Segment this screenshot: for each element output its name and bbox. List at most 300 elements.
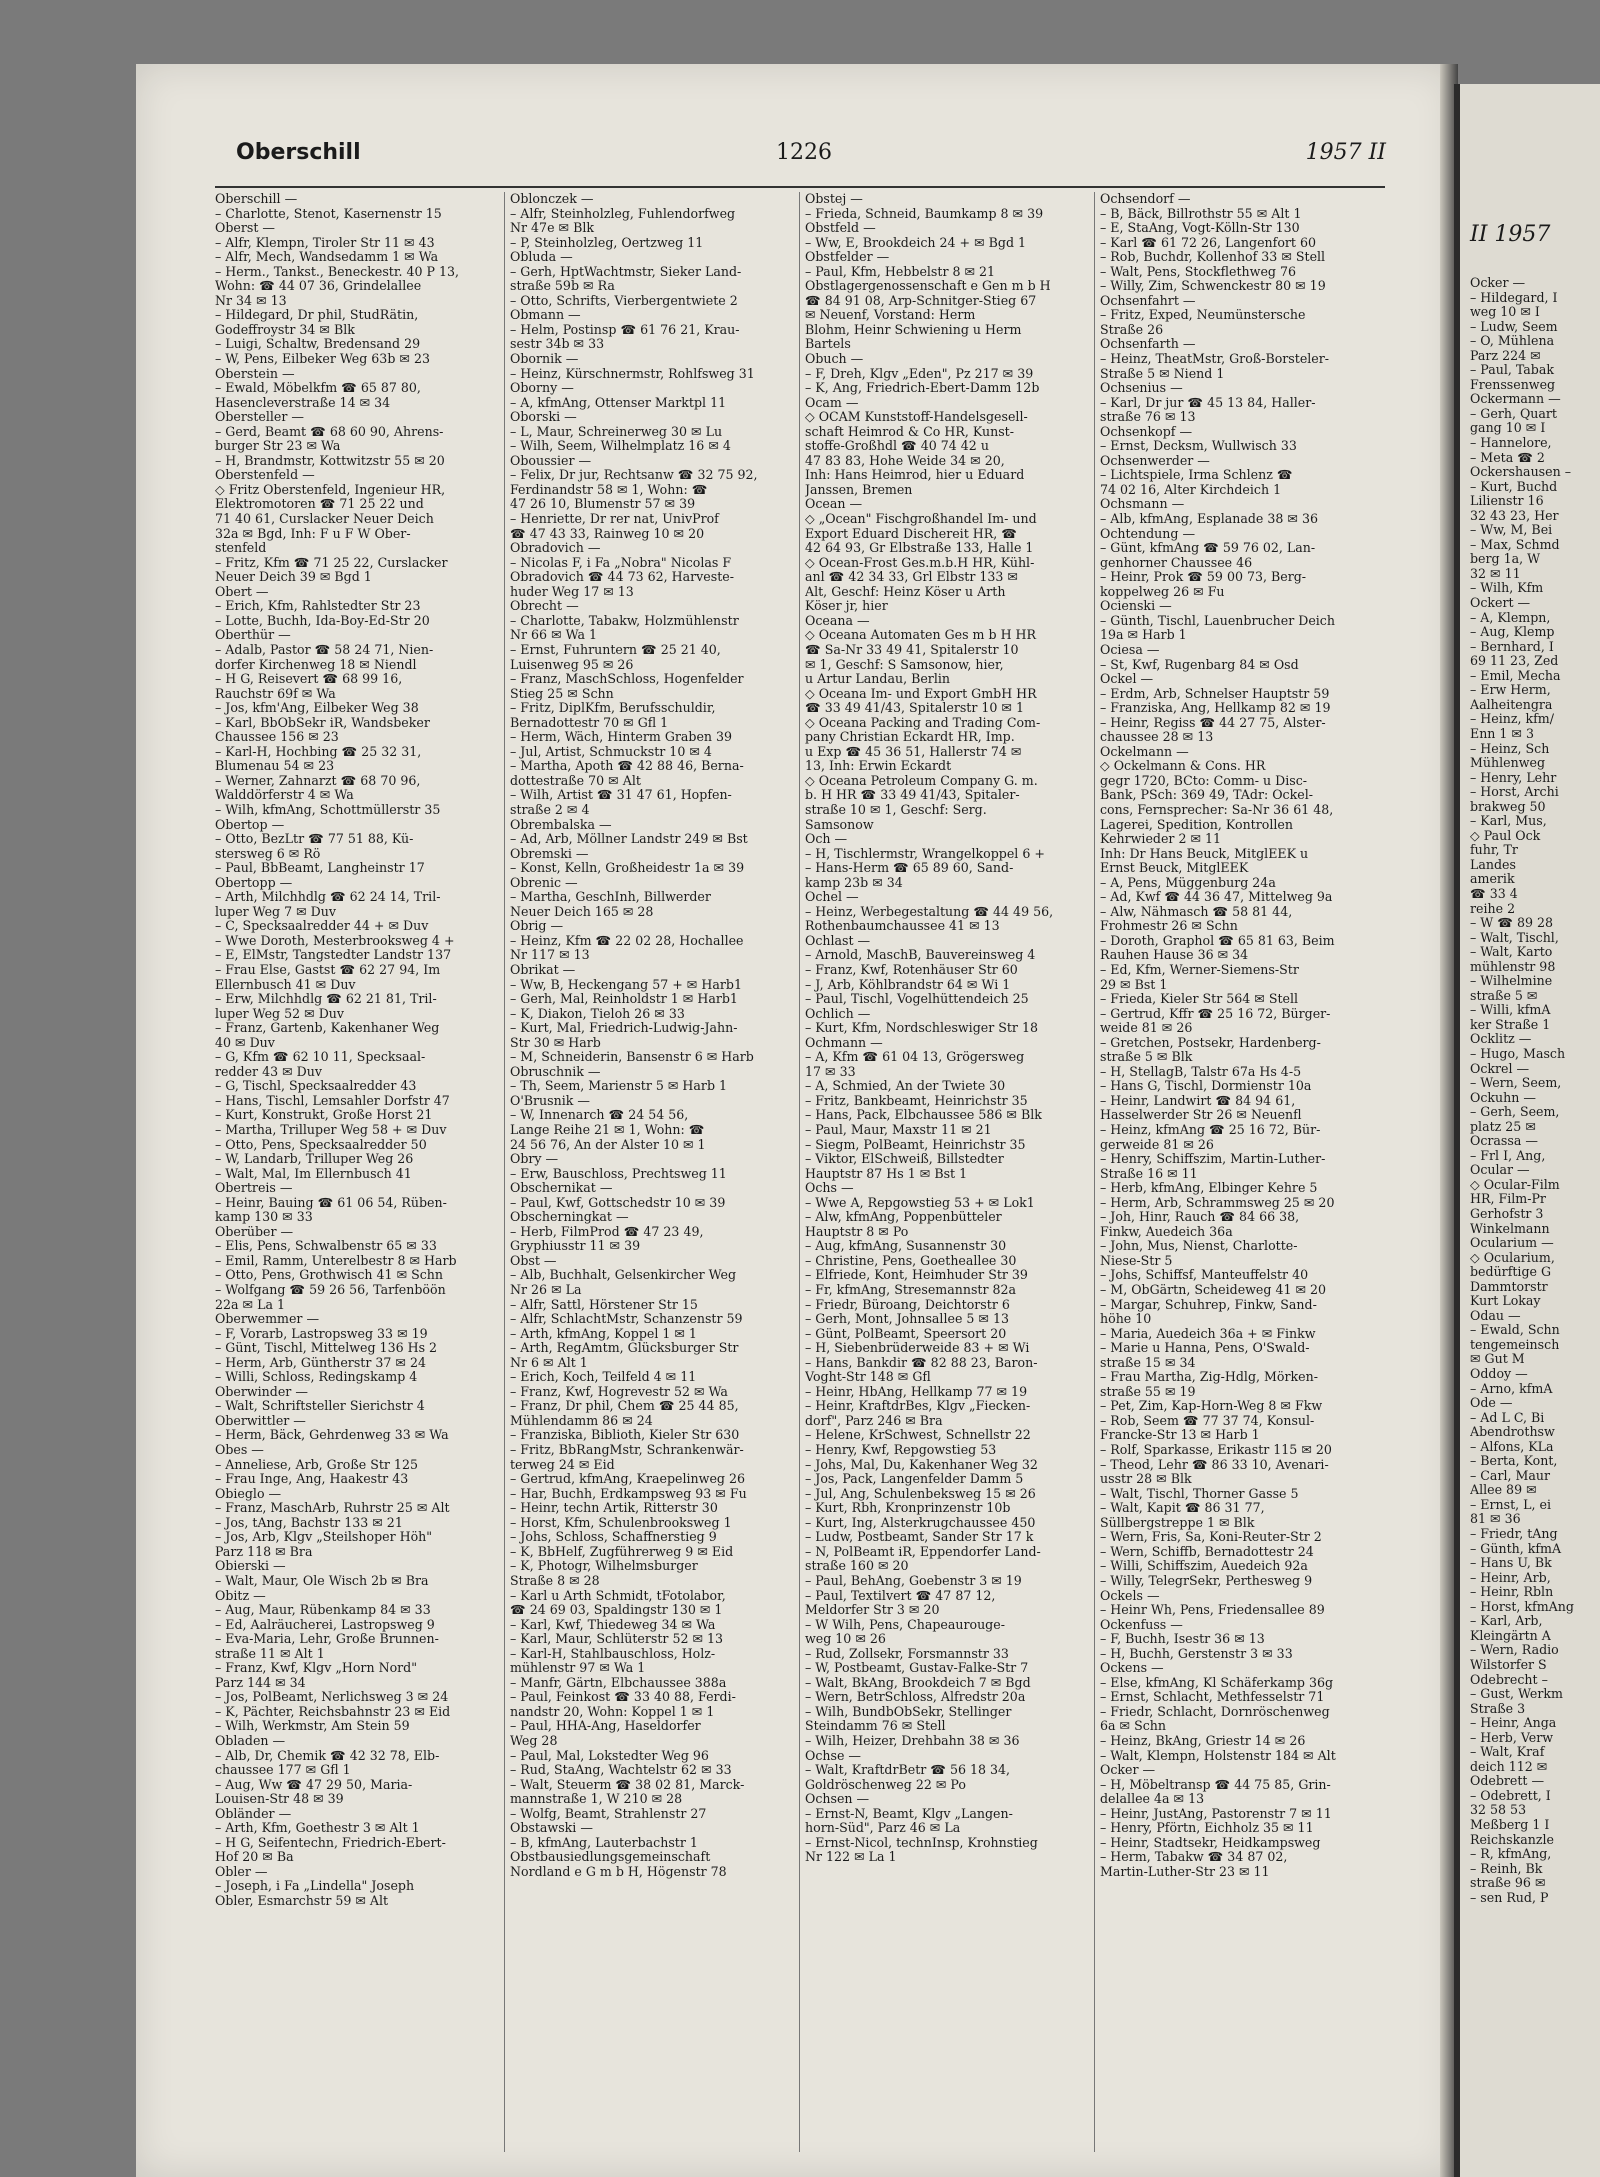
- directory-entry-line: Nordland e G m b H, Högenstr 78: [510, 1864, 727, 1879]
- next-page-line: – Paul, Tabak: [1470, 363, 1554, 378]
- directory-entry-line: 40 ✉ Duv: [215, 1035, 275, 1050]
- directory-entry-line: 13, Inh: Erwin Eckardt: [805, 759, 952, 774]
- directory-entry-line: 47 83 83, Hohe Weide 34 ✉ 20,: [805, 453, 1005, 468]
- directory-entry-line: 24 56 76, An der Alster 10 ✉ 1: [510, 1137, 706, 1152]
- directory-entry-line: – Otto, Pens, Grothwisch 41 ✉ Schn: [215, 1268, 444, 1283]
- next-page-line: – Heinz, Sch: [1470, 741, 1550, 756]
- directory-entry-line: – Heinr, Bauing ☎ 61 06 54, Rüben-: [215, 1195, 447, 1210]
- directory-entry-line: 47 26 10, Blumenstr 57 ✉ 39: [510, 497, 696, 512]
- directory-entry-line: b. H HR ☎ 33 49 41/43, Spitaler-: [805, 788, 1020, 803]
- directory-entry-line: Ocienski —: [1100, 599, 1172, 614]
- directory-entry-line: – Joh, Hinr, Rauch ☎ 84 66 38,: [1100, 1210, 1300, 1225]
- directory-entry-line: – Karl, Maur, Schlüterstr 52 ✉ 13: [510, 1632, 724, 1647]
- directory-entry-line: straße 59b ✉ Ra: [510, 279, 615, 294]
- directory-entry-line: Oboussier —: [510, 453, 592, 468]
- directory-entry-line: 71 40 61, Curslacker Neuer Deich: [215, 512, 434, 527]
- directory-entry-line: – Otto, Schrifts, Vierbergentwiete 2: [510, 293, 738, 308]
- directory-entry-line: Samsonow: [805, 817, 874, 832]
- directory-entry-line: – Frau Inge, Ang, Haakestr 43: [215, 1472, 409, 1487]
- next-page-line: – R, kfmAng,: [1470, 1847, 1552, 1862]
- directory-entry-line: – Jos, tAng, Bachstr 133 ✉ 21: [215, 1515, 403, 1530]
- directory-entry-line: Oberwittler —: [215, 1413, 306, 1428]
- directory-entry-line: Wohn: ☎ 44 07 36, Grindelallee: [215, 279, 422, 294]
- directory-entry-line: Obladen —: [215, 1733, 286, 1748]
- directory-entry-line: – St, Kwf, Rugenbarg 84 ✉ Osd: [1100, 657, 1299, 672]
- directory-entry-line: 29 ✉ Bst 1: [1100, 977, 1168, 992]
- next-page-line: – Gerh, Quart: [1470, 406, 1557, 421]
- directory-entry-line: – Aug, Ww ☎ 47 29 50, Maria-: [215, 1777, 413, 1792]
- column-divider: [799, 192, 800, 2152]
- directory-entry-line: – Franziska, Ang, Hellkamp 82 ✉ 19: [1100, 701, 1331, 716]
- directory-entry-line: – Friedr, Schlacht, Dornröschenweg: [1100, 1704, 1330, 1719]
- directory-entry-line: – Jos, kfm'Ang, Eilbeker Weg 38: [215, 701, 419, 716]
- directory-entry-line: – Alfr, Mech, Wandsedamm 1 ✉ Wa: [215, 250, 439, 265]
- next-page-line: Wilstorfer S: [1470, 1657, 1547, 1672]
- directory-entry-line: delallee 4a ✉ 13: [1100, 1792, 1205, 1807]
- directory-entry-line: – Fritz, BbRangMstr, Schrankenwär-: [510, 1443, 744, 1458]
- directory-entry-line: dorfer Kirchenweg 18 ✉ Niendl: [215, 657, 417, 672]
- directory-entry-line: – Ernst-N, Beamt, Klgv „Langen-: [805, 1806, 1013, 1821]
- directory-entry-line: Inh: Dr Hans Beuck, MitglEEK u: [1100, 846, 1309, 861]
- directory-entry-line: Lange Reihe 21 ✉ 1, Wohn: ☎: [510, 1123, 705, 1137]
- directory-entry-line: – Walt, Pens, Stockflethweg 76: [1100, 264, 1296, 279]
- directory-column-3: [805, 192, 1087, 2172]
- directory-entry-line: Och —: [805, 832, 848, 847]
- directory-entry-line: – Werner, Zahnarzt ☎ 68 70 96,: [215, 773, 421, 788]
- directory-entry-line: – Martha, Apoth ☎ 42 88 46, Berna-: [510, 759, 744, 774]
- directory-entry-line: – Hans, Pack, Elbchaussee 586 ✉ Blk: [805, 1108, 1042, 1123]
- directory-entry-line: – H G, Reisevert ☎ 68 99 16,: [215, 672, 403, 687]
- directory-entry-line: – Alb, kfmAng, Esplanade 38 ✉ 36: [1100, 512, 1318, 527]
- directory-entry-line: – Karl, Dr jur ☎ 45 13 84, Haller-: [1100, 395, 1316, 410]
- directory-entry-line: Obruschnik —: [510, 1064, 601, 1079]
- directory-entry-line: – Herm, Arb, Güntherstr 37 ✉ 24: [215, 1355, 426, 1370]
- directory-entry-line: Hasselwerder Str 26 ✉ Neuenfl: [1100, 1108, 1302, 1123]
- directory-entry-line: – Franz, Kwf, Rotenhäuser Str 60: [805, 962, 1018, 977]
- directory-entry-line: – Gerd, Beamt ☎ 68 60 90, Ahrens-: [215, 424, 444, 439]
- next-page-line: Odebrecht –: [1470, 1672, 1548, 1687]
- next-page-line: amerik: [1470, 872, 1515, 887]
- directory-entry-line: – Paul, HHA-Ang, Haseldorfer: [510, 1719, 701, 1734]
- directory-entry-line: – Erich, Koch, Teilfeld 4 ✉ 11: [510, 1370, 697, 1385]
- next-page-line: – Karl, Arb,: [1470, 1614, 1543, 1629]
- directory-entry-line: chaussee 28 ✉ 13: [1100, 730, 1214, 745]
- directory-entry-line: Obrikat —: [510, 962, 576, 977]
- directory-entry-line: Ochsenfahrt —: [1100, 293, 1196, 308]
- directory-entry-line: – Doroth, Graphol ☎ 65 81 63, Beim: [1100, 933, 1335, 948]
- directory-entry-line: – N, PolBeamt iR, Eppendorfer Land-: [805, 1544, 1041, 1559]
- directory-entry-line: – Arth, kfmAng, Koppel 1 ✉ 1: [510, 1326, 697, 1341]
- directory-entry-line: – Walt, Steuerm ☎ 38 02 81, Marck-: [510, 1777, 745, 1792]
- directory-entry-line: – Else, kfmAng, Kl Schäferkamp 36g: [1100, 1675, 1334, 1690]
- next-page-line: – Horst, Archi: [1470, 785, 1559, 800]
- directory-entry-line: mannstraße 1, W 210 ✉ 28: [510, 1792, 683, 1807]
- directory-entry-line: Oberst —: [215, 221, 275, 236]
- directory-entry-line: Ockel —: [1100, 672, 1154, 687]
- next-page-line: – Kurt, Buchd: [1470, 479, 1558, 494]
- directory-entry-line: ☎ 47 43 33, Rainweg 10 ✉ 20: [510, 526, 705, 541]
- directory-entry-line: – A, Pens, Müggenburg 24a: [1100, 875, 1276, 890]
- next-page-line: – Odebrett, I: [1470, 1788, 1551, 1803]
- next-page-line: – Ww, M, Bei: [1470, 523, 1553, 538]
- directory-entry-line: – Heinr, Regiss ☎ 44 27 75, Alster-: [1100, 715, 1326, 730]
- directory-entry-line: – Heinr, techn Artik, Ritterstr 30: [510, 1501, 718, 1516]
- next-page-line: ☎ 33 4: [1470, 886, 1518, 901]
- directory-entry-line: – Alfr, Sattl, Hörstener Str 15: [510, 1297, 698, 1312]
- next-page-line: Odau —: [1470, 1308, 1521, 1323]
- directory-entry-line: – E, StaAng, Vogt-Kölln-Str 130: [1100, 221, 1300, 236]
- header-left-title: Oberschill: [236, 140, 361, 165]
- directory-entry-line: – Jos, Arb, Klgv „Steilshoper Höh": [215, 1530, 433, 1545]
- directory-entry-line: gegr 1720, BCto: Comm- u Disc-: [1100, 773, 1308, 788]
- next-page-line: – Emil, Mecha: [1470, 668, 1561, 683]
- directory-entry-line: – Gerh, Mal, Reinholdstr 1 ✉ Harb1: [510, 992, 738, 1007]
- directory-entry-line: Nr 6 ✉ Alt 1: [510, 1355, 588, 1370]
- directory-entry-line: Walddörferstr 4 ✉ Wa: [215, 788, 354, 803]
- directory-entry-line: – Marie u Hanna, Pens, O'Swald-: [1100, 1341, 1310, 1356]
- directory-entry-line: – H, Siebenbrüderweide 83 + ✉ Wi: [805, 1341, 1030, 1356]
- directory-entry-line: – Kurt, Ing, Alsterkrugchaussee 450: [805, 1515, 1036, 1530]
- next-page-line: – Ewald, Schn: [1470, 1323, 1560, 1338]
- directory-entry-line: – Ernst, Decksm, Wullwisch 33: [1100, 439, 1297, 454]
- next-page-line: – Wern, Seem,: [1470, 1076, 1562, 1091]
- directory-entry-line: – Heinr, Prok ☎ 59 00 73, Berg-: [1100, 570, 1307, 585]
- directory-entry-line: – Kurt, Mal, Friedrich-Ludwig-Jahn-: [510, 1021, 738, 1036]
- next-page-line: – Heinr, Rbln: [1470, 1585, 1554, 1600]
- directory-entry-line: Ocam —: [805, 395, 859, 410]
- directory-entry-line: – John, Mus, Nienst, Charlotte-: [1100, 1239, 1298, 1254]
- directory-entry-line: straße 55 ✉ 19: [1100, 1384, 1196, 1399]
- directory-entry-line: Bartels: [805, 337, 851, 352]
- directory-entry-line: Ellernbusch 41 ✉ Duv: [215, 977, 356, 992]
- next-page-line: – Ad L C, Bi: [1470, 1410, 1545, 1425]
- directory-entry-line: – Johs, Schiffsf, Manteuffelstr 40: [1100, 1268, 1309, 1283]
- directory-entry-line: – Fr, kfmAng, Stresemannstr 82a: [805, 1283, 1017, 1298]
- directory-entry-line: – Erich, Kfm, Rahlstedter Str 23: [215, 599, 421, 614]
- directory-entry-line: Obradovich —: [510, 541, 601, 556]
- directory-entry-line: ◇ Oceana Petroleum Company G. m.: [805, 773, 1038, 788]
- directory-entry-line: Bernadottestr 70 ✉ Gfl 1: [510, 715, 669, 730]
- directory-entry-line: – Wolfg, Beamt, Strahlenstr 27: [510, 1806, 707, 1821]
- directory-entry-line: – Kurt, Rbh, Kronprinzenstr 10b: [805, 1501, 1011, 1516]
- next-page-edge: [1454, 84, 1600, 2177]
- directory-entry-line: Ferdinandstr 58 ✉ 1, Wohn: ☎: [510, 482, 708, 497]
- directory-entry-line: Nr 26 ✉ La: [510, 1283, 582, 1298]
- directory-entry-line: – Ed, Aalräucherei, Lastropsweg 9: [215, 1617, 435, 1632]
- directory-entry-line: – Karl u Arth Schmidt, tFotolabor,: [510, 1588, 726, 1603]
- directory-entry-line: – Karl, BbObSekr iR, Wandsbeker: [215, 715, 430, 730]
- directory-entry-line: – Lichtspiele, Irma Schlenz ☎: [1100, 468, 1293, 483]
- directory-entry-line: straße 160 ✉ 20: [805, 1559, 909, 1574]
- directory-entry-line: – W, Pens, Eilbeker Weg 63b ✉ 23: [215, 352, 430, 367]
- directory-entry-line: – Johs, Mal, Du, Kakenhaner Weg 32: [805, 1457, 1038, 1472]
- directory-entry-line: Obländer —: [215, 1806, 292, 1821]
- directory-entry-line: – A, Schmied, An der Twiete 30: [805, 1079, 1006, 1094]
- directory-entry-line: Nr 47e ✉ Blk: [510, 221, 594, 236]
- next-page-line: tengemeinsch: [1470, 1337, 1560, 1352]
- directory-entry-line: – Rud, Zollsekr, Forsmannstr 33: [805, 1646, 1009, 1661]
- directory-entry-line: – Rob, Seem ☎ 77 37 74, Konsul-: [1100, 1413, 1315, 1428]
- directory-entry-line: – Ad, Kwf ☎ 44 36 47, Mittelweg 9a: [1100, 890, 1333, 905]
- directory-entry-line: – Alw, kfmAng, Poppenbütteler: [805, 1210, 1002, 1225]
- next-page-line: – Willi, kfmA: [1470, 1003, 1551, 1018]
- directory-entry-line: – W, Landarb, Trilluper Weg 26: [215, 1152, 414, 1167]
- next-page-line: – Berta, Kont,: [1470, 1454, 1558, 1469]
- next-page-line: gang 10 ✉ I: [1470, 421, 1546, 436]
- directory-entry-line: Weg 28: [510, 1733, 558, 1748]
- directory-entry-line: – Erw, Milchhdlg ☎ 62 21 81, Tril-: [215, 992, 437, 1007]
- directory-entry-line: ☎ 33 49 41/43, Spitalerstr 10 ✉ 1: [805, 701, 1024, 716]
- directory-entry-line: – Wilh, Heizer, Drehbahn 38 ✉ 36: [805, 1733, 1020, 1748]
- directory-entry-line: – Günt, Tischl, Mittelweg 136 Hs 2: [215, 1341, 438, 1356]
- directory-entry-line: usstr 28 ✉ Blk: [1100, 1472, 1192, 1487]
- directory-entry-line: – Otto, Pens, Specksaalredder 50: [215, 1137, 427, 1152]
- directory-entry-line: – Ewald, Möbelkfm ☎ 65 87 80,: [215, 381, 421, 396]
- directory-entry-line: – Johs, Schloss, Schaffnerstieg 9: [510, 1530, 717, 1545]
- directory-entry-line: Oberschill —: [215, 192, 298, 206]
- directory-entry-line: – Friedr, Büroang, Deichtorstr 6: [805, 1297, 1010, 1312]
- directory-entry-line: Obierski —: [215, 1559, 286, 1574]
- directory-entry-line: Ochsenius —: [1100, 381, 1183, 396]
- directory-entry-line: Ochsmann —: [1100, 497, 1185, 512]
- next-page-line: – Erw Herm,: [1470, 683, 1551, 698]
- directory-entry-line: Obstawski —: [510, 1821, 593, 1836]
- directory-entry-line: Obrembalska —: [510, 817, 612, 832]
- directory-entry-line: – Frieda, Kieler Str 564 ✉ Stell: [1100, 992, 1299, 1007]
- next-page-line: – Heinz, kfm/: [1470, 712, 1554, 727]
- directory-entry-line: straße 76 ✉ 13: [1100, 410, 1196, 425]
- next-page-line: – Hildegard, I: [1470, 290, 1558, 305]
- directory-entry-line: – Erw, Bauschloss, Prechtsweg 11: [510, 1166, 727, 1181]
- directory-entry-line: – Arth, Milchhdlg ☎ 62 24 14, Tril-: [215, 890, 441, 905]
- directory-entry-line: ✉ 1, Geschf: S Samsonow, hier,: [805, 657, 1004, 672]
- next-page-line: – Meta ☎ 2: [1470, 450, 1545, 465]
- directory-entry-line: – Heinr, Stadtsekr, Heidkampsweg: [1100, 1835, 1321, 1850]
- directory-entry-line: sestr 34b ✉ 33: [510, 337, 605, 352]
- directory-entry-line: Meldorfer Str 3 ✉ 20: [805, 1603, 940, 1618]
- directory-entry-line: – Wern, Fris, Sa, Koni-Reuter-Str 2: [1100, 1530, 1322, 1545]
- directory-entry-line: – Heinz, TheatMstr, Groß-Borsteler-: [1100, 352, 1330, 367]
- directory-entry-line: ◇ Ocean-Frost Ges.m.b.H HR, Kühl-: [805, 555, 1035, 570]
- next-page-line: – Gust, Werkm: [1470, 1687, 1563, 1702]
- directory-entry-line: – H G, Seifentechn, Friedrich-Ebert-: [215, 1835, 446, 1850]
- next-page-line: – Bernhard, I: [1470, 639, 1554, 654]
- directory-entry-line: – Har, Buchh, Erdkampsweg 93 ✉ Fu: [510, 1486, 747, 1501]
- directory-entry-line: Ochmann —: [805, 1035, 883, 1050]
- directory-entry-line: – Herb, kfmAng, Elbinger Kehre 5: [1100, 1181, 1318, 1196]
- page-number: 1226: [776, 140, 832, 165]
- directory-entry-line: Obstlagergenossenschaft e Gen m b H: [805, 279, 1051, 294]
- directory-entry-line: Mühlendamm 86 ✉ 24: [510, 1413, 653, 1428]
- directory-entry-line: – Walt, Kapit ☎ 86 31 77,: [1100, 1501, 1265, 1516]
- directory-entry-line: Ocean —: [805, 497, 863, 512]
- directory-entry-line: 17 ✉ 33: [805, 1064, 856, 1079]
- directory-entry-line: – Heinz, Kürschnermstr, Rohlfsweg 31: [510, 366, 755, 381]
- directory-entry-line: Louisen-Str 48 ✉ 39: [215, 1792, 344, 1807]
- directory-entry-line: – Herm, Tabakw ☎ 34 87 02,: [1100, 1850, 1288, 1865]
- next-page-line: – Gerh, Seem,: [1470, 1105, 1560, 1120]
- next-page-line: mühlenstr 98: [1470, 959, 1556, 974]
- header-rule: [215, 186, 1385, 188]
- directory-entry-line: Hof 20 ✉ Ba: [215, 1850, 294, 1865]
- directory-entry-line: – Wilh, Seem, Wilhelmplatz 16 ✉ 4: [510, 439, 731, 454]
- directory-entry-line: höhe 10: [1100, 1312, 1152, 1327]
- next-page-line: ◇ Ocular-Film: [1470, 1177, 1560, 1192]
- directory-entry-line: – Gertrud, kfmAng, Kraepelinweg 26: [510, 1472, 745, 1487]
- column-divider: [1094, 192, 1095, 2152]
- next-page-line: – Hugo, Masch: [1470, 1046, 1566, 1061]
- directory-entry-line: ◇ Oceana Automaten Ges m b H HR: [805, 628, 1037, 643]
- directory-entry-line: u Artur Landau, Berlin: [805, 672, 950, 687]
- directory-entry-line: – Walt, Klempn, Holstenstr 184 ✉ Alt: [1100, 1748, 1336, 1763]
- directory-entry-line: – Günt, PolBeamt, Speersort 20: [805, 1326, 1007, 1341]
- next-page-line: Enn 1 ✉ 3: [1470, 726, 1535, 741]
- next-page-line: brakweg 50: [1470, 799, 1546, 814]
- next-page-line: platz 25 ✉: [1470, 1119, 1536, 1134]
- directory-entry-line: – Kurt, Kfm, Nordschleswiger Str 18: [805, 1021, 1038, 1036]
- directory-entry-line: Obler —: [215, 1864, 268, 1879]
- directory-entry-line: Inh: Hans Heimrod, hier u Eduard: [805, 468, 1025, 483]
- directory-entry-line: kamp 130 ✉ 33: [215, 1210, 313, 1225]
- directory-entry-line: straße 11 ✉ Alt 1: [215, 1646, 325, 1661]
- directory-entry-line: straße 10 ✉ 1, Geschf: Serg.: [805, 802, 987, 817]
- next-page-line: 32 58 53: [1470, 1803, 1527, 1818]
- directory-entry-line: – Siegm, PolBeamt, Heinrichstr 35: [805, 1137, 1026, 1152]
- directory-entry-line: huder Weg 17 ✉ 13: [510, 584, 634, 599]
- next-page-line: 32 ✉ 11: [1470, 566, 1521, 581]
- directory-entry-line: koppelweg 26 ✉ Fu: [1100, 584, 1225, 599]
- directory-entry-line: – Paul, BbBeamt, Langheinstr 17: [215, 861, 425, 876]
- directory-entry-line: – Luigi, Schaltw, Bredensand 29: [215, 337, 421, 352]
- directory-entry-line: – Paul, Feinkost ☎ 33 40 88, Ferdi-: [510, 1690, 736, 1705]
- directory-entry-line: – Anneliese, Arb, Große Str 125: [215, 1457, 418, 1472]
- directory-entry-line: genhorner Chaussee 46: [1100, 555, 1253, 570]
- directory-entry-line: – Helene, KrSchwest, Schnellstr 22: [805, 1428, 1031, 1443]
- directory-entry-line: – Hildegard, Dr phil, StudRätin,: [215, 308, 419, 323]
- directory-entry-line: – H, Brandmstr, Kottwitzstr 55 ✉ 20: [215, 453, 445, 468]
- directory-entry-line: – Franz, MaschSchloss, Hogenfelder: [510, 672, 744, 687]
- directory-entry-line: Oberwinder —: [215, 1384, 308, 1399]
- directory-entry-line: – Heinz, kfmAng ☎ 25 16 72, Bür-: [1100, 1123, 1321, 1137]
- next-page-line: Ode —: [1470, 1396, 1513, 1411]
- directory-entry-line: Rothenbaumchaussee 41 ✉ 13: [805, 919, 1000, 934]
- directory-entry-line: anl ☎ 42 34 33, Grl Elbstr 133 ✉: [805, 570, 1018, 585]
- directory-entry-line: – Alb, Dr, Chemik ☎ 42 32 78, Elb-: [215, 1748, 440, 1763]
- directory-entry-line: – Walt, BkAng, Brookdeich 7 ✉ Bgd: [805, 1675, 1031, 1690]
- page-header: [236, 140, 1386, 180]
- directory-entry-line: Neuer Deich 165 ✉ 28: [510, 904, 654, 919]
- directory-entry-line: – Pet, Zim, Kap-Horn-Weg 8 ✉ Fkw: [1100, 1399, 1323, 1414]
- directory-entry-line: – Franz, MaschArb, Ruhrstr 25 ✉ Alt: [215, 1501, 450, 1516]
- directory-entry-line: – Fritz, DiplKfm, Berufsschuldir,: [510, 701, 716, 716]
- directory-entry-line: – Rolf, Sparkasse, Erikastr 115 ✉ 20: [1100, 1443, 1332, 1458]
- directory-entry-line: Ockens —: [1100, 1661, 1164, 1676]
- directory-entry-line: Ociesa —: [1100, 642, 1160, 657]
- directory-entry-line: – K, Diakon, Tieloh 26 ✉ 33: [510, 1006, 685, 1021]
- directory-entry-line: – Rud, StaAng, Wachtelstr 62 ✉ 33: [510, 1763, 732, 1778]
- directory-entry-line: – Walt, Mal, Im Ellernbusch 41: [215, 1166, 412, 1181]
- directory-entry-line: Parz 118 ✉ Bra: [215, 1544, 313, 1559]
- directory-entry-line: – Wern, BetrSchloss, Alfredstr 20a: [805, 1690, 1026, 1705]
- next-page-line: Ockershausen –: [1470, 465, 1572, 480]
- next-page-line: fuhr, Tr: [1470, 843, 1518, 858]
- directory-entry-line: – Walt, Tischl, Thorner Gasse 5: [1100, 1486, 1299, 1501]
- directory-entry-line: – Heinr, KraftdrBes, Klgv „Fiecken-: [805, 1399, 1031, 1414]
- directory-entry-line: Ochlast —: [805, 933, 871, 948]
- next-page-line: ◇ Ocularium,: [1470, 1250, 1555, 1265]
- directory-entry-line: – Hans-Herm ☎ 65 89 60, Sand-: [805, 861, 1014, 876]
- directory-entry-line: Obstfelder —: [805, 250, 890, 265]
- directory-entry-line: Obstfeld —: [805, 221, 876, 236]
- directory-entry-line: – A, kfmAng, Ottenser Marktpl 11: [510, 395, 727, 410]
- directory-entry-line: ◇ „Ocean" Fischgroßhandel Im- und: [805, 512, 1037, 527]
- next-page-line: – Walt, Tischl,: [1470, 930, 1559, 945]
- next-page-line: – Karl, Mus,: [1470, 814, 1547, 829]
- directory-entry-line: Parz 144 ✉ 34: [215, 1675, 306, 1690]
- directory-entry-line: Straße 26: [1100, 322, 1164, 337]
- directory-entry-line: Niese-Str 5: [1100, 1253, 1173, 1268]
- next-page-line: straße 96 ✉: [1470, 1876, 1546, 1891]
- directory-entry-line: dottestraße 70 ✉ Alt: [510, 773, 641, 788]
- directory-entry-line: Straße 16 ✉ 11: [1100, 1166, 1198, 1181]
- directory-entry-line: Obertreis —: [215, 1181, 293, 1196]
- directory-entry-line: – Franz, Dr phil, Chem ☎ 25 44 85,: [510, 1399, 739, 1414]
- directory-entry-line: Obrig —: [510, 919, 564, 934]
- next-page-line: – Heinr, Arb,: [1470, 1570, 1551, 1585]
- directory-entry-line: – Charlotte, Tabakw, Holzmühlenstr: [510, 613, 739, 628]
- directory-entry-line: Obst —: [510, 1253, 557, 1268]
- next-page-line: Odebrett —: [1470, 1774, 1545, 1789]
- next-page-line: Aalheitengra: [1470, 697, 1553, 712]
- directory-entry-line: Obrenic —: [510, 875, 578, 890]
- next-page-line: ◇ Paul Ock: [1470, 828, 1541, 843]
- directory-entry-line: – Heinr Wh, Pens, Friedensallee 89: [1100, 1603, 1325, 1618]
- directory-entry-line: Ochs —: [805, 1181, 854, 1196]
- directory-entry-line: Bank, PSch: 369 49, TAdr: Ockel-: [1100, 788, 1313, 803]
- directory-entry-line: ◇ Oceana Packing and Trading Com-: [805, 715, 1041, 730]
- directory-column-4: [1100, 192, 1382, 2172]
- directory-entry-line: – Paul, Kwf, Gottschedstr 10 ✉ 39: [510, 1195, 726, 1210]
- next-page-line: – Arno, kfmA: [1470, 1381, 1553, 1396]
- directory-entry-line: – Frieda, Schneid, Baumkamp 8 ✉ 39: [805, 206, 1044, 221]
- directory-entry-line: gerweide 81 ✉ 26: [1100, 1137, 1214, 1152]
- directory-entry-line: – Herb, FilmProd ☎ 47 23 49,: [510, 1224, 704, 1239]
- next-page-line: Gerhofstr 3: [1470, 1207, 1544, 1221]
- directory-entry-line: – Martha, GeschInh, Billwerder: [510, 890, 711, 905]
- directory-entry-line: – Erdm, Arb, Schnelser Hauptstr 59: [1100, 686, 1330, 701]
- directory-entry-line: – M, ObGärtn, Scheideweg 41 ✉ 20: [1100, 1283, 1327, 1298]
- directory-entry-line: Nr 117 ✉ 13: [510, 948, 590, 963]
- directory-entry-line: – Arth, RegAmtm, Glücksburger Str: [510, 1341, 739, 1356]
- next-page-line: straße 5 ✉: [1470, 988, 1538, 1003]
- directory-entry-line: – Willy, Zim, Schwenckestr 80 ✉ 19: [1100, 279, 1326, 294]
- directory-entry-line: – Frau Else, Gastst ☎ 62 27 94, Im: [215, 962, 441, 977]
- directory-entry-line: – Wilh, BundbObSekr, Stellinger: [805, 1704, 1012, 1719]
- directory-entry-line: Obersteller —: [215, 410, 304, 425]
- directory-entry-line: 32a ✉ Bgd, Inh: F u F W Ober-: [215, 526, 411, 541]
- next-page-line: – Max, Schmd: [1470, 537, 1560, 552]
- directory-entry-line: – Franziska, Biblioth, Kieler Str 630: [510, 1428, 740, 1443]
- directory-entry-line: – K, BbHelf, Zugführerweg 9 ✉ Eid: [510, 1544, 734, 1559]
- directory-entry-line: – Karl-H, Stahlbauschloss, Holz-: [510, 1646, 716, 1661]
- directory-entry-line: – H, Tischlermstr, Wrangelkoppel 6 +: [805, 846, 1045, 861]
- directory-entry-line: – Jos, Pack, Langenfelder Damm 5: [805, 1472, 1024, 1487]
- directory-entry-line: – Elfriede, Kont, Heimhuder Str 39: [805, 1268, 1028, 1283]
- directory-entry-line: Straße 8 ✉ 28: [510, 1573, 600, 1588]
- directory-entry-line: – Theod, Lehr ☎ 86 33 10, Avenari-: [1100, 1457, 1329, 1472]
- directory-entry-line: – Nicolas F, i Fa „Nobra" Nicolas F: [510, 555, 732, 570]
- directory-entry-line: – M, Schneiderin, Bansenstr 6 ✉ Harb: [510, 1050, 754, 1065]
